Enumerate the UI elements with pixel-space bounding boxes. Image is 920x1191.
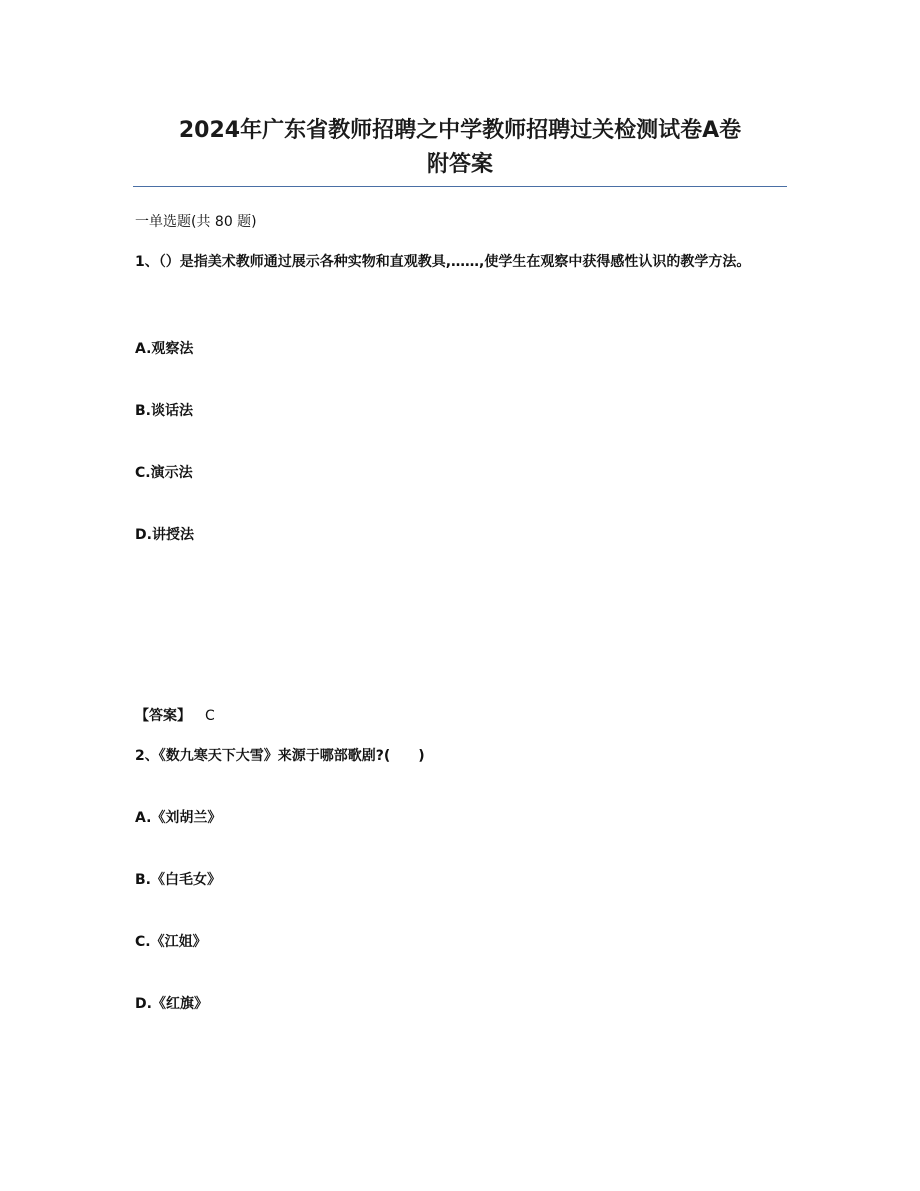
answer-value: C [205, 708, 215, 724]
title-line-1: 2024年广东省教师招聘之中学教师招聘过关检测试卷A卷 [178, 118, 742, 143]
question-1-option-c: C.演示法 [135, 465, 193, 481]
section-heading: 一单选题(共 80 题) [135, 214, 257, 230]
question-1-answer [135, 706, 215, 726]
question-2-option-b: B.《白毛女》 [135, 872, 221, 888]
question-2-stem: 2、《数九寒天下大雪》来源于哪部歌剧?( ) [135, 748, 425, 764]
question-1-stem: 1、（）是指美术教师通过展示各种实物和直观教具,……,使学生在观察中获得感性认识的教学方法。 [135, 254, 751, 270]
document-title [133, 114, 787, 182]
question-1-option-a: A.观察法 [135, 341, 194, 357]
title-line-2: 附答案 [426, 152, 493, 177]
question-1-option-b: B.谈话法 [135, 403, 193, 419]
answer-label: 【答案】 [135, 708, 191, 724]
title-divider [133, 186, 787, 187]
question-2-option-a: A.《刘胡兰》 [135, 810, 222, 826]
question-2-option-d: D.《红旗》 [135, 996, 208, 1012]
question-1-option-d: D.讲授法 [135, 527, 194, 543]
question-2-option-c: C.《江姐》 [135, 934, 207, 950]
